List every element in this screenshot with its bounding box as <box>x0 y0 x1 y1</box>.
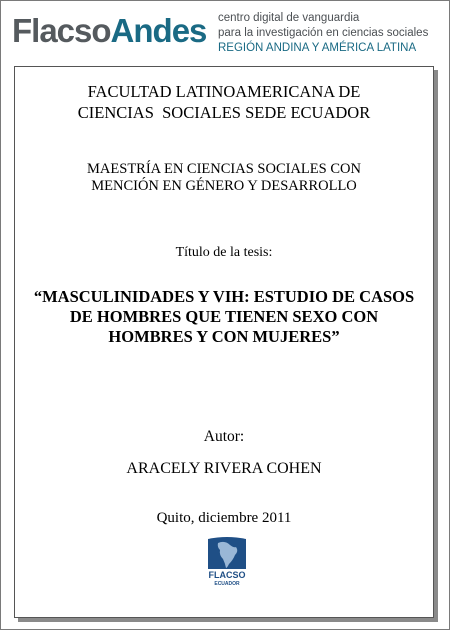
program-name <box>15 161 433 195</box>
tagline-line1: centro digital de vanguardia <box>218 12 360 24</box>
flacso-ecuador-logo <box>205 535 249 587</box>
place-date: Quito, diciembre 2011 <box>156 510 292 526</box>
thesis-cover <box>14 66 434 618</box>
tagline-line3: REGIÓN ANDINA Y AMÉRICA LATINA <box>218 42 417 54</box>
program-line2: MENCIÓN EN GÉNERO Y DESARROLLO <box>91 178 357 194</box>
flacsoandes-logo <box>12 14 206 47</box>
program-line1: MAESTRÍA EN CIENCIAS SOCIALES CON <box>87 161 361 177</box>
author-name: ARACELY RIVERA COHEN <box>126 460 322 477</box>
title-line3: HOMBRES Y CON MUJERES” <box>108 327 340 346</box>
faculty-line1: FACULTAD LATINOAMERICANA DE <box>87 82 361 101</box>
thesis-title-label: Título de la tesis: <box>175 245 273 260</box>
logo-word: FLACSO <box>208 570 246 580</box>
header-tagline <box>218 11 448 56</box>
thesis-title <box>15 287 433 347</box>
title-line1: “MASCULINIDADES Y VIH: ESTUDIO DE CASOS <box>33 287 415 306</box>
brand-part1: Flacso <box>12 12 111 49</box>
tagline-line2: para la investigación en ciencias sociales <box>218 27 429 39</box>
faculty-name <box>15 81 433 123</box>
faculty-line2: CIENCIAS SOCIALES SEDE ECUADOR <box>77 103 371 122</box>
author-label: Autor: <box>203 428 245 445</box>
brand-part2: Andes <box>110 12 207 49</box>
title-line2: DE HOMBRES QUE TIENEN SEXO CON <box>69 307 379 326</box>
logo-sub: ECUADOR <box>214 581 240 587</box>
